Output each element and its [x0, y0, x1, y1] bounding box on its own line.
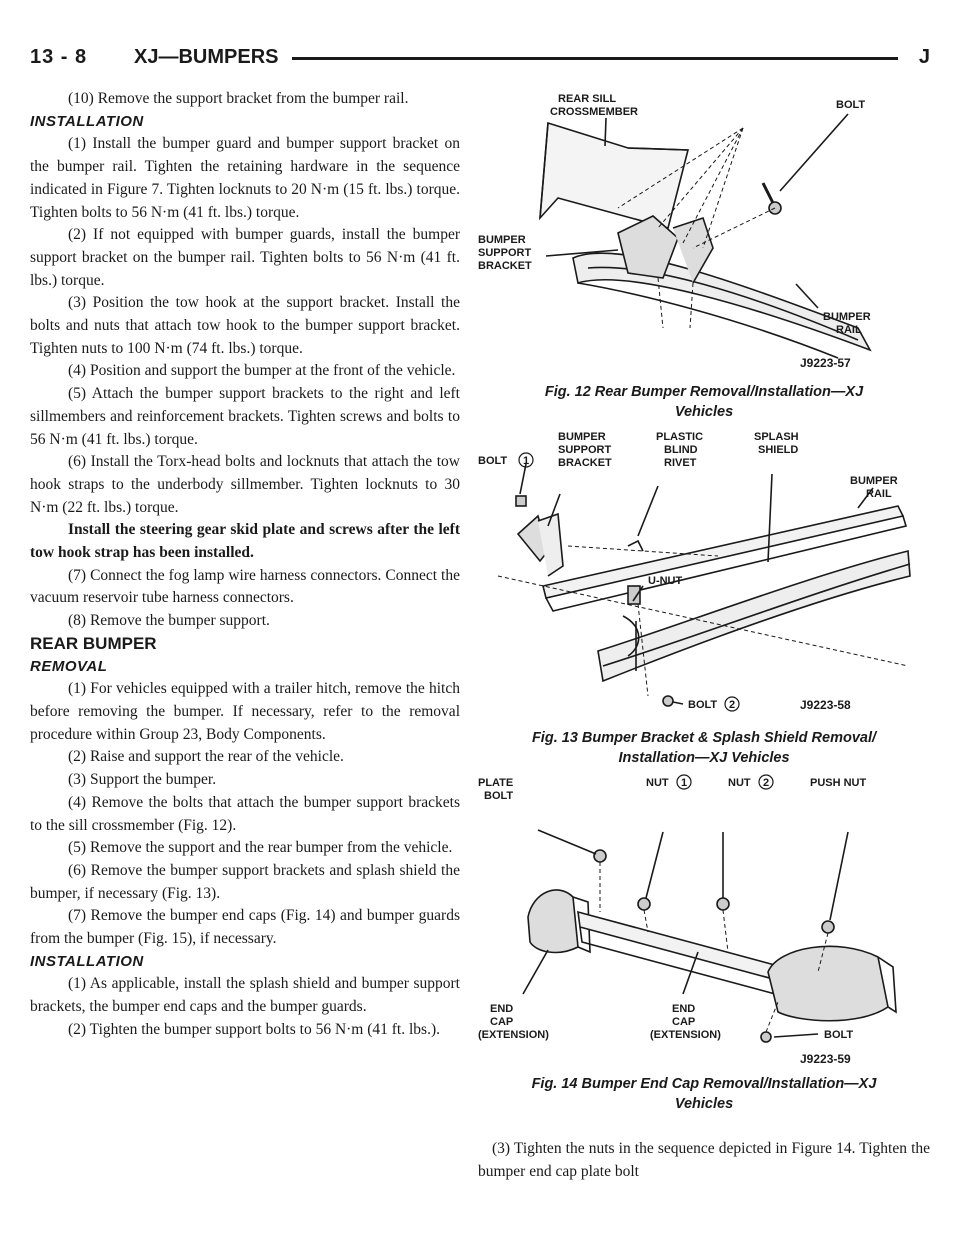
caption-line: Vehicles	[674, 1096, 734, 1112]
bold-note: Install the steering gear skid plate and screws after the left tow hook strap has been installed.	[30, 521, 460, 562]
splash-shield-illustration	[478, 426, 930, 726]
label-end-cap-2: END	[672, 1003, 696, 1015]
section-heading-rear-bumper: REAR BUMPER	[30, 633, 157, 653]
step: (2) If not equipped with bumper guards, install the bumper support bracket on the bumper rail. Tighten bolts to 56 N·m (41 ft. lbs.) torque.	[30, 226, 460, 289]
right-column-text	[478, 1138, 930, 1183]
step: (5) Attach the bumper support brackets to the right and left sillmembers and reinforcement brackets. Tighten screws and bolts to 56 N·m (41 ft. lbs.) torque.	[30, 385, 460, 448]
label-end-cap-2: CAP	[672, 1016, 696, 1028]
step: (4) Position and support the bumper at the front of the vehicle.	[68, 362, 456, 380]
end-cap-illustration	[478, 772, 930, 1072]
label-u-nut: U-NUT	[648, 575, 683, 587]
label-rear-sill: REAR SILL	[558, 93, 617, 105]
step: (3) Support the bumper.	[68, 771, 217, 789]
step: (4) Remove the bolts that attach the bumper support brackets to the sill crossmember (Fig. 12).	[30, 793, 460, 834]
step: (1) Install the bumper guard and bumper support bracket on the bumper rail. Tighten the retaining hardware in the sequence indicated in Figure 7. Tighten locknuts to 20 N·m (15 ft. lbs.) torque. Tighten bolts to 56 N·m (41 ft. lbs.) torque.	[30, 135, 460, 221]
label-plastic-blind-rivet: PLASTIC	[656, 431, 704, 443]
figure-14-caption	[478, 1074, 930, 1114]
label-bolt-2: BOLT	[688, 699, 718, 711]
callout-2: 2	[763, 777, 770, 789]
label-end-cap: CAP	[490, 1016, 514, 1028]
label-bumper-rail: BUMPER	[823, 311, 871, 323]
callout-1: 1	[523, 455, 530, 467]
figure-code: J9223-58	[800, 698, 851, 712]
step: (6) Install the Torx-head bolts and locknuts that attach the tow hook straps to the underbody sillmember. Tighten locknuts to 30 N·m (22 ft. lbs.) torque.	[30, 453, 460, 516]
step: (1) As applicable, install the splash shield and bumper support brackets, the bumper end caps and the bumper guards.	[30, 975, 460, 1016]
label-bumper-support-bracket: SUPPORT	[558, 444, 612, 456]
label-nut-2: NUT	[728, 777, 751, 789]
label-bumper-support-bracket: BRACKET	[478, 260, 532, 272]
subheading-installation: INSTALLATION	[30, 112, 144, 130]
figure-code: J9223-59	[800, 1052, 851, 1066]
label-plastic-blind-rivet: RIVET	[664, 457, 697, 469]
step: (2) Tighten the bumper support bolts to 56 N·m (41 ft. lbs.).	[68, 1020, 440, 1038]
subheading-installation-rear: INSTALLATION	[30, 952, 144, 970]
label-splash-shield: SHIELD	[758, 444, 799, 456]
step: (1) For vehicles equipped with a trailer hitch, remove the hitch before removing the bumper. If necessary, refer to the removal procedure within Group 23, Body Components.	[30, 680, 460, 743]
page-header	[30, 42, 930, 72]
label-plate-bolt: PLATE	[478, 777, 514, 789]
label-plate-bolt: BOLT	[484, 790, 514, 802]
step: (7) Remove the bumper end caps (Fig. 14) and bumper guards from the bumper (Fig. 15), if necessary.	[30, 907, 460, 948]
section-title: XJ—BUMPERS	[134, 46, 279, 68]
step: (7) Connect the fog lamp wire harness connectors. Connect the vacuum reservoir tube harness connectors.	[30, 566, 460, 607]
label-bumper-rail: RAIL	[866, 488, 892, 500]
label-end-cap: (EXTENSION)	[478, 1029, 549, 1041]
step: (5) Remove the support and the rear bumper from the vehicle.	[68, 839, 453, 857]
label-plastic-blind-rivet: BLIND	[664, 444, 698, 456]
paragraph: (10) Remove the support bracket from the bumper rail.	[68, 90, 409, 107]
page-number: 13 - 8	[30, 46, 88, 68]
figure-13-caption	[478, 728, 930, 768]
label-bumper-support-bracket: BUMPER	[558, 431, 606, 443]
right-column	[478, 88, 930, 1114]
step: (3) Position the tow hook at the support bracket. Install the bolts and nuts that attach tow hook to the bumper support bracket. Tighten nuts to 100 N·m (74 ft. lbs.) torque.	[30, 294, 460, 357]
caption-line: Installation—XJ Vehicles	[618, 750, 790, 766]
figure-12	[478, 88, 930, 380]
figure-code: J9223-57	[800, 356, 851, 370]
step: (8) Remove the bumper support.	[68, 612, 270, 630]
label-bolt: BOLT	[824, 1029, 854, 1041]
label-end-cap-2: (EXTENSION)	[650, 1029, 721, 1041]
figure-13	[478, 426, 930, 726]
subheading-removal: REMOVAL	[30, 657, 108, 675]
label-bolt: BOLT	[836, 99, 866, 111]
caption-line: Fig. 13 Bumper Bracket & Splash Shield Removal/	[531, 730, 877, 746]
label-bumper-rail: RAIL	[836, 324, 862, 336]
rear-bumper-illustration	[478, 88, 930, 380]
label-splash-shield: SPLASH	[754, 431, 799, 443]
label-bumper-support-bracket: BRACKET	[558, 457, 612, 469]
label-nut-1: NUT	[646, 777, 669, 789]
figure-14	[478, 772, 930, 1072]
label-push-nut: PUSH NUT	[810, 777, 867, 789]
label-bolt-1: BOLT	[478, 455, 508, 467]
label-bumper-support-bracket: SUPPORT	[478, 247, 532, 259]
figure-12-caption	[478, 382, 930, 422]
caption-line: Fig. 14 Bumper End Cap Removal/Installation—XJ	[531, 1076, 877, 1092]
edition-letter: J	[918, 46, 930, 68]
step: (2) Raise and support the rear of the vehicle.	[68, 748, 344, 766]
step: (6) Remove the bumper support brackets and splash shield the bumper, if necessary (Fig. 13).	[30, 861, 460, 902]
label-crossmember: CROSSMEMBER	[550, 106, 639, 118]
caption-line: Vehicles	[674, 404, 734, 420]
label-end-cap: END	[490, 1003, 514, 1015]
step: (3) Tighten the nuts in the sequence depicted in Figure 14. Tighten the bumper end cap plate bolt	[478, 1140, 930, 1180]
left-column	[30, 88, 460, 1042]
callout-1: 1	[681, 777, 688, 789]
header-rule	[292, 57, 898, 60]
label-bumper-support-bracket: BUMPER	[478, 234, 526, 246]
label-bumper-rail: BUMPER	[850, 475, 898, 487]
caption-line: Fig. 12 Rear Bumper Removal/Installation—XJ	[544, 384, 864, 400]
callout-2: 2	[729, 699, 736, 711]
